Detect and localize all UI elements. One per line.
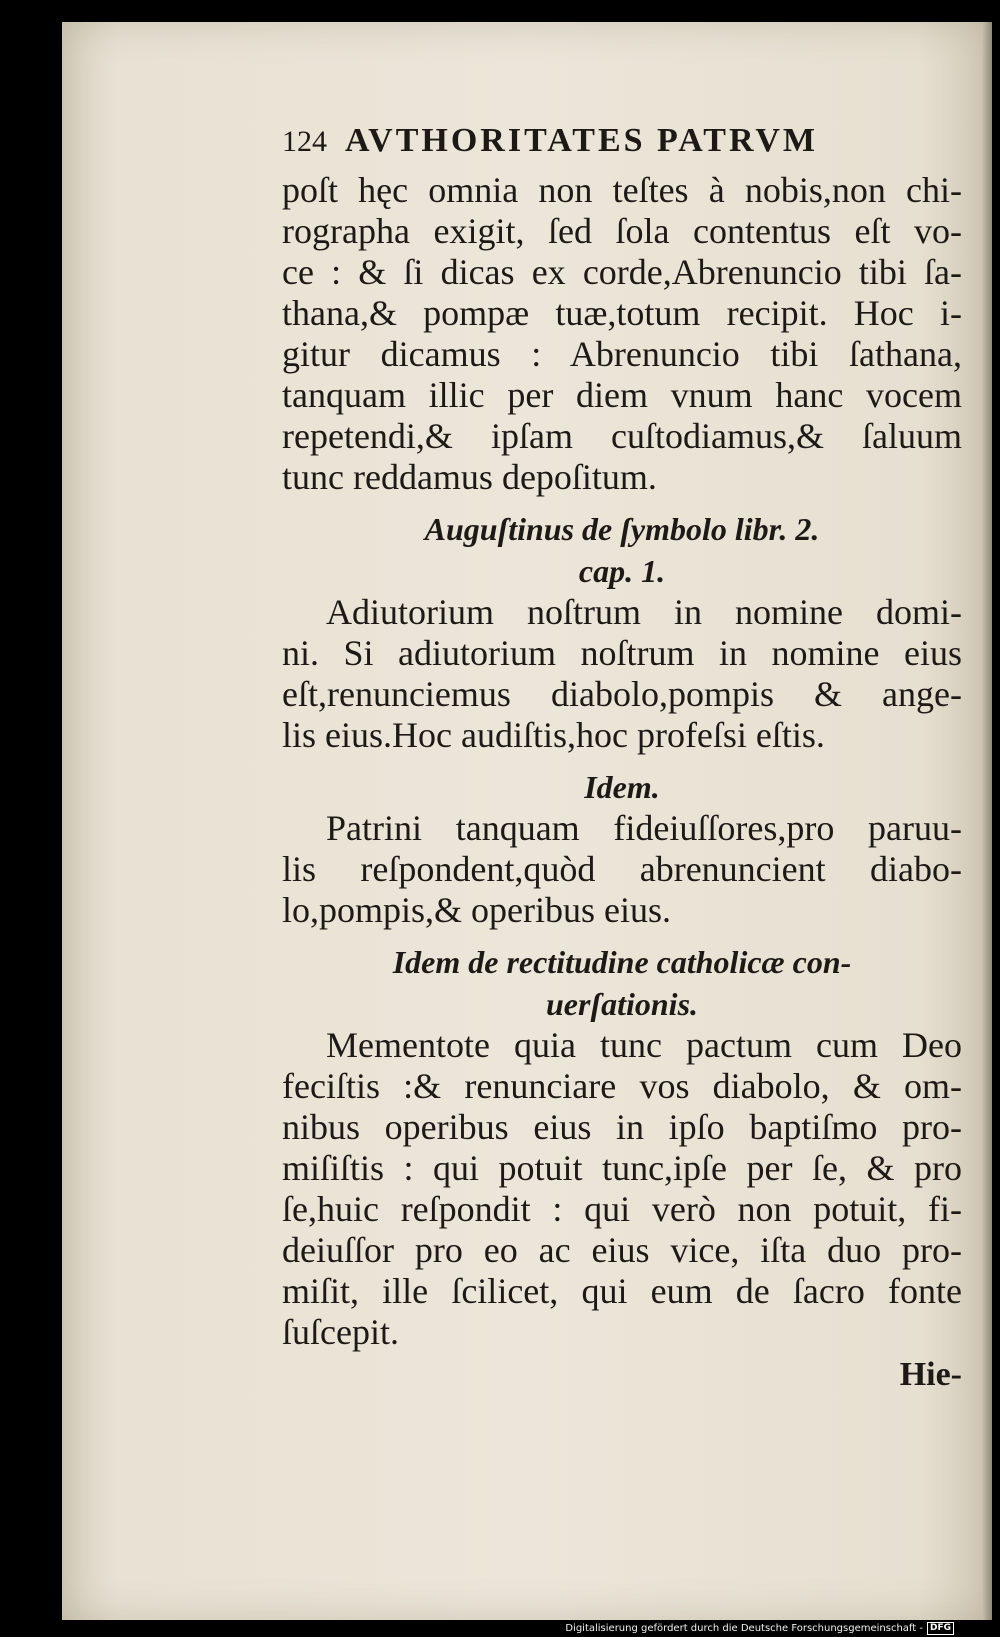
digitization-footer (565, 1620, 954, 1637)
section-heading: uerſationis. (545, 986, 699, 1022)
text-line: Patrini tanquam fideiuſſores,pro paruu- (326, 808, 962, 848)
page-number: 124 (282, 125, 327, 158)
page-header (282, 122, 962, 170)
text-line: repetendi,& ipſam cuſtodiamus,& ſaluum (282, 416, 962, 456)
section-heading: Auguſtinus de ſymbolo libr. 2. (424, 511, 820, 547)
text-line: nibus operibus eius in ipſo baptiſmo pro- (282, 1107, 962, 1147)
book-page (62, 22, 992, 1620)
text-line: ſuſcepit. (282, 1312, 399, 1352)
text-line: rographa exigit, ſed ſola contentus eſt vo- (282, 211, 962, 251)
text-line: ce : & ſi dicas ex corde,Abrenuncio tibi ſa- (282, 252, 962, 292)
catchword: Hie- (899, 1356, 962, 1393)
text-line: poſt hęc omnia non teſtes à nobis,non chi- (282, 170, 962, 210)
section-heading: Idem de rectitudine catholicæ con- (392, 944, 852, 980)
text-line: gitur dicamus : Abrenuncio tibi ſathana, (282, 334, 962, 374)
text-line: lo,pompis,& operibus eius. (282, 890, 671, 930)
running-head: AVTHORITATES PATRVM (345, 122, 818, 159)
text-line: ni. Si adiutorium noſtrum in nomine eius (282, 633, 962, 673)
text-line: miſit, ille ſcilicet, qui eum de ſacro fonte (282, 1271, 962, 1311)
page-edge (982, 22, 992, 1620)
text-line: thana,& pompæ tuæ,totum recipit. Hoc i- (282, 293, 962, 333)
footer-credit: Digitalisierung gefördert durch die Deutsche Forschungsgemeinschaft - (565, 1623, 923, 1634)
text-line: ſe,huic reſpondit : qui verò non potuit, fi- (282, 1189, 962, 1229)
text-line: lis eius.Hoc audiſtis,hoc profeſsi eſtis. (282, 715, 825, 755)
text-line: deiuſſor pro eo ac eius vice, iſta duo pro- (282, 1230, 962, 1270)
text-line: tunc reddamus depoſitum. (282, 457, 657, 497)
text-line: Mementote quia tunc pactum cum Deo (326, 1025, 962, 1065)
section-heading: Idem. (584, 769, 660, 805)
text-line: eſt,renunciemus diabolo,pompis & ange- (282, 674, 962, 714)
page-text (282, 122, 962, 1397)
text-line: miſiſtis : qui potuit tunc,ipſe per ſe, & pro (282, 1148, 962, 1188)
text-line: lis reſpondent,quòd abrenuncient diabo- (282, 849, 962, 889)
section-heading: cap. 1. (578, 553, 666, 589)
dfg-logo: DFG (927, 1622, 954, 1635)
text-line: feciſtis :& renunciare vos diabolo, & om- (282, 1066, 962, 1106)
text-line: tanquam illic per diem vnum hanc vocem (282, 375, 962, 415)
text-line: Adiutorium noſtrum in nomine domi- (326, 592, 962, 632)
